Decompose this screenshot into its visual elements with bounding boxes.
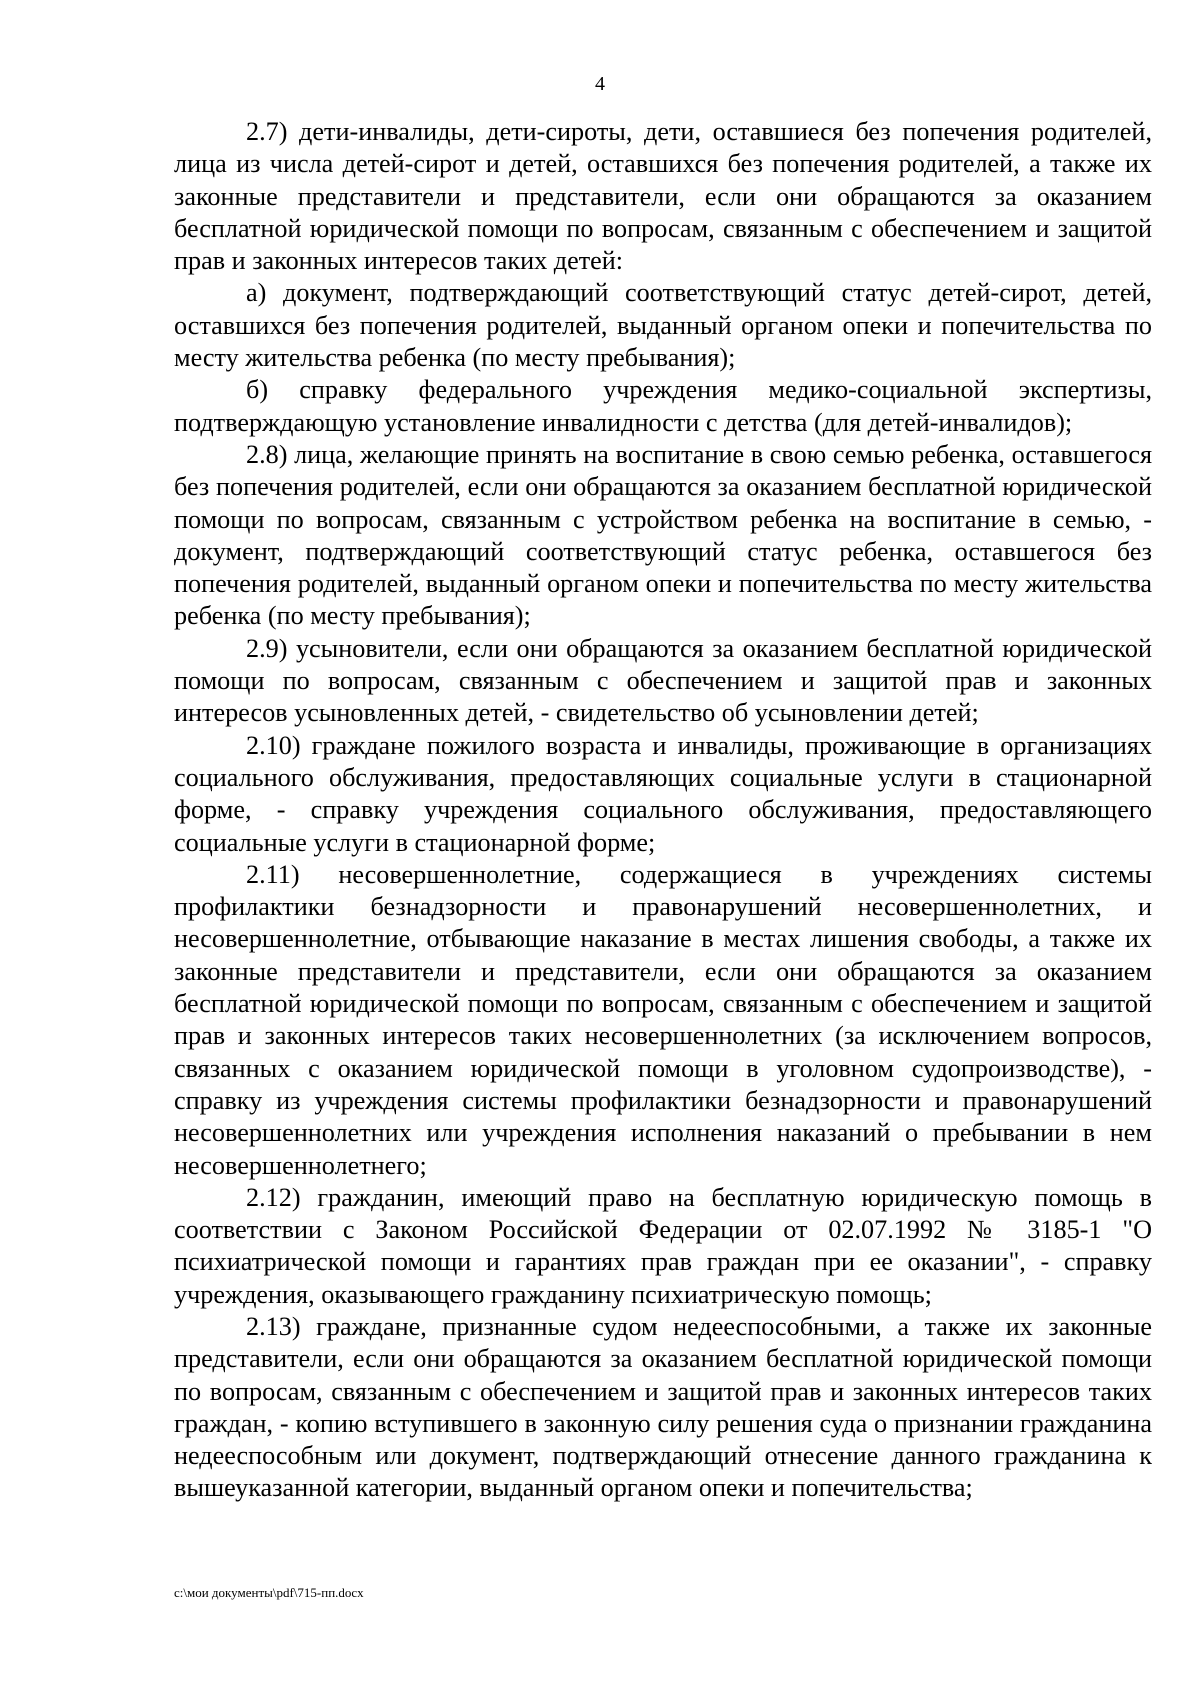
footer-file-path: c:\мои документы\pdf\715-пп.docx [174, 1585, 364, 1600]
paragraph-2-7: 2.7) дети-инвалиды, дети-сироты, дети, оставшиеся без попечения родителей, лица из числа детей-сирот и детей, оставшихся без попечения родителей, а также их законные представители и представители, если они обращаются за оказанием бесплатной юридической помощи по вопросам, связанным с обеспечением и защитой прав и законных интересов таких детей: [174, 117, 1152, 276]
paragraph-2-7-a: а) документ, подтверждающий соответствующий статус детей-сирот, детей, оставшихся без попечения родителей, выданный органом опеки и попечительства по месту жительства ребенка (по месту пребывания); [174, 278, 1152, 373]
paragraph-2-7-b: б) справку федерального учреждения медико-социальной экспертизы, подтверждающую установление инвалидности с детства (для детей-инвалидов); [174, 375, 1152, 437]
page-number: 4 [595, 73, 605, 95]
paragraph-2-9: 2.9) усыновители, если они обращаются за оказанием бесплатной юридической помощи по вопросам, связанным с обеспечением и защитой прав и законных интересов усыновленных детей, - свидетельство об усыновлении детей; [174, 633, 1152, 728]
paragraph-2-13: 2.13) граждане, признанные судом недееспособными, а также их законные представители, если они обращаются за оказанием бесплатной юридической помощи по вопросам, связанным с обеспечением и защитой прав и законных интересов таких граждан, - копию вступившего в законную силу решения суда о признании гражданина недееспособным или документ, подтверждающий отнесение данного гражданина к вышеуказанной категории, выданный органом опеки и попечительства; [174, 1311, 1152, 1503]
document-body [174, 116, 1152, 1505]
paragraph-2-11: 2.11) несовершеннолетние, содержащиеся в учреждениях системы профилактики безнадзорности и правонарушений несовершеннолетних, и несовершеннолетние, отбывающие наказание в местах лишения свободы, а также их законные представители и представители, если они обращаются за оказанием бесплатной юридической помощи по вопросам, связанным с обеспечением и защитой прав и законных интересов таких несовершеннолетних (за исключением вопросов, связанных с оказанием юридической помощи в уголовном судопроизводстве), - справку из учреждения системы профилактики безнадзорности и правонарушений несовершеннолетних или учреждения исполнения наказаний о пребывании в нем несовершеннолетнего; [174, 859, 1152, 1180]
paragraph-2-12: 2.12) гражданин, имеющий право на бесплатную юридическую помощь в соответствии с Законом Российской Федерации от 02.07.1992 № 3185-1 "О психиатрической помощи и гарантиях прав граждан при ее оказании", - справку учреждения, оказывающего гражданину психиатрическую помощь; [174, 1182, 1152, 1309]
paragraph-2-10: 2.10) граждане пожилого возраста и инвалиды, проживающие в организациях социального обслуживания, предоставляющих социальные услуги в стационарной форме, - справку учреждения социального обслуживания, предоставляющего социальные услуги в стационарной форме; [174, 730, 1152, 857]
paragraph-2-8: 2.8) лица, желающие принять на воспитание в свою семью ребенка, оставшегося без попечения родителей, если они обращаются за оказанием бесплатной юридической помощи по вопросам, связанным с устройством ребенка на воспитание в семью, - документ, подтверждающий соответствующий статус ребенка, оставшегося без попечения родителей, выданный органом опеки и попечительства по месту жительства ребенка (по месту пребывания); [174, 439, 1152, 631]
